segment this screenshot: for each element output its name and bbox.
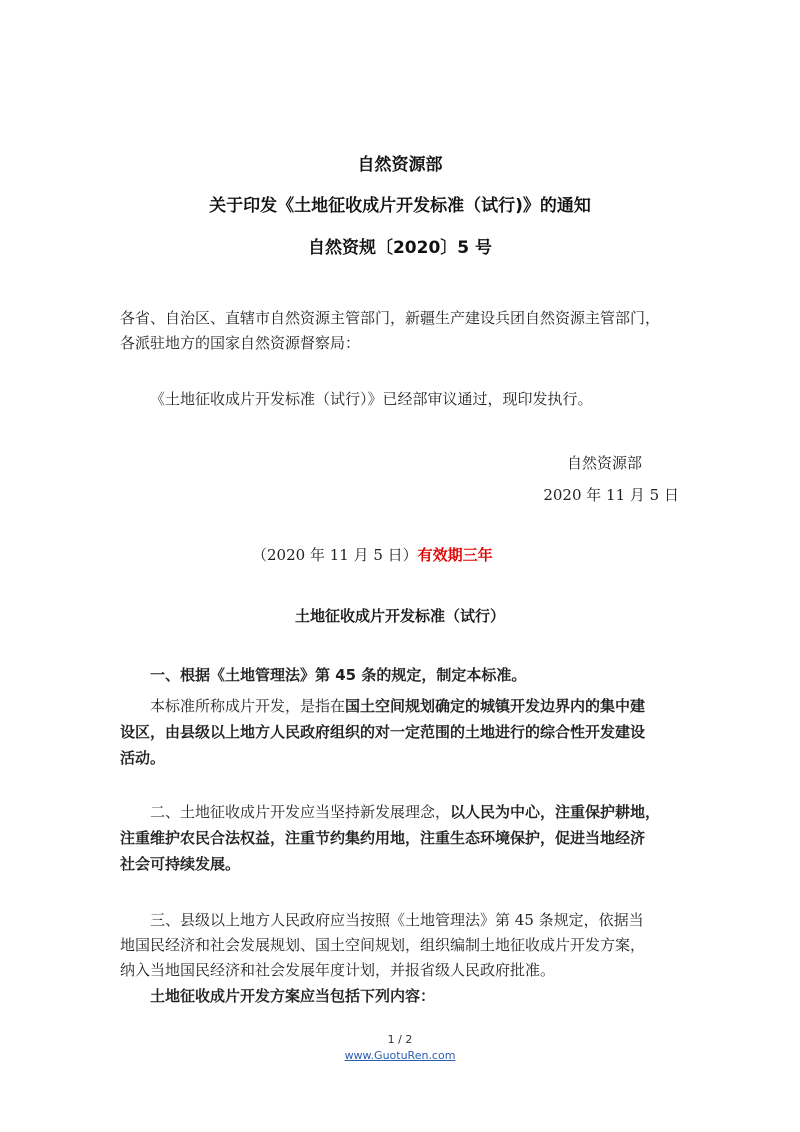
intro-paragraph: 《土地征收成片开发标准（试行）》已经部审议通过，现印发执行。 (150, 390, 593, 408)
section-3-line-1: 三、县级以上地方人民政府应当按照《土地管理法》第 45 条规定，依据当 (150, 911, 644, 929)
section-2-line-1 (150, 799, 660, 826)
section-2-plain: 二、土地征收成片开发应当坚持新发展理念， (150, 803, 451, 821)
section-2-line-3: 社会可持续发展。 (120, 855, 241, 873)
section-1-line-1 (150, 693, 645, 720)
section-1-bold-1: 国土空间规划确定的城镇开发边界内的集中建 (345, 697, 646, 715)
section-1-heading: 一、根据《土地管理法》第 45 条的规定，制定本标准。 (150, 666, 527, 684)
section-3-line-3: 纳入当地国民经济和社会发展年度计划，并报省级人民政府批准。 (120, 961, 556, 979)
section-2-line-2: 注重维护农民合法权益，注重节约集约用地，注重生态环境保护，促进当地经济 (120, 829, 646, 847)
salutation-line-1: 各省、自治区、直辖市自然资源主管部门，新疆生产建设兵团自然资源主管部门， (120, 309, 661, 327)
issuing-org: 自然资源部 (357, 155, 443, 175)
section-2-bold-1: 以人民为中心，注重保护耕地， (450, 803, 661, 821)
footer-link[interactable]: www.GuotuRen.com (344, 1049, 456, 1062)
section-1-line-2: 设区，由县级以上地方人民政府组织的对一定范围的土地进行的综合性开发建设 (120, 723, 646, 741)
signature-date: 2020 年 11 月 5 日 (543, 486, 679, 504)
footer-link-wrap (0, 1049, 800, 1062)
salutation-line-2: 各派驻地方的国家自然资源督察局： (120, 334, 361, 352)
validity-line (252, 542, 493, 569)
document-number: 自然资规〔2020〕5 号 (307, 238, 493, 258)
standard-title: 土地征收成片开发标准（试行） (294, 607, 505, 625)
section-3-line-2: 地国民经济和社会发展规划、国土空间规划，组织编制土地征收成片开发方案， (120, 936, 646, 954)
document-title: 关于印发《土地征收成片开发标准（试行)》的通知 (209, 196, 591, 216)
validity-note: 有效期三年 (417, 546, 493, 564)
validity-date: （2020 年 11 月 5 日） (252, 546, 418, 564)
section-1-line-3: 活动。 (120, 749, 166, 767)
signature-org: 自然资源部 (567, 454, 643, 472)
page-number: 1 / 2 (387, 1033, 413, 1046)
section-1-plain: 本标准所称成片开发，是指在 (150, 697, 346, 715)
section-3-bold-line: 土地征收成片开发方案应当包括下列内容： (150, 987, 436, 1005)
